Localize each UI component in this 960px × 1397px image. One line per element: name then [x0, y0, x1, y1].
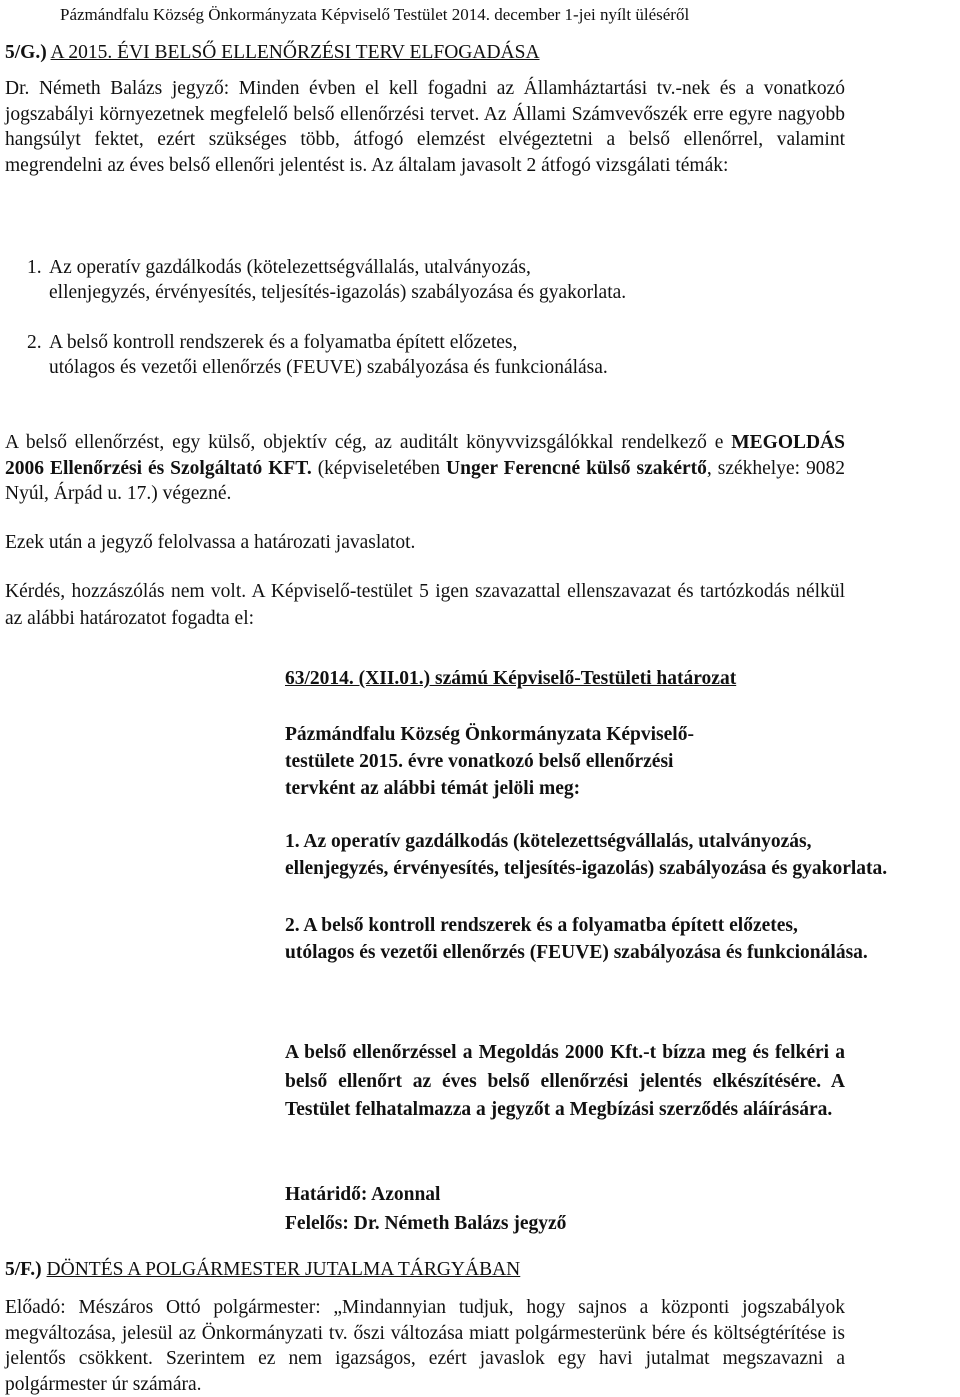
- resolution-deadline: Határidő: Azonnal: [285, 1184, 441, 1205]
- plan-item-1: [27, 255, 847, 305]
- resolution-item-1-line1: 1. Az operatív gazdálkodás (kötelezettségvállalás, utalványozás,: [285, 831, 812, 852]
- resolution-item-2-line1: 2. A belső kontroll rendszerek és a folyamatba épített előzetes,: [285, 915, 798, 936]
- resolution-item-1: [285, 828, 960, 882]
- resolution-intro: [285, 721, 845, 802]
- plan-item-1-line1: Az operatív gazdálkodás (kötelezettségvállalás, utalványozás,: [49, 257, 531, 278]
- resolution-item-2: [285, 912, 960, 966]
- section-f-text: Előadó: Mészáros Ottó polgármester: „Mindannyian tudjuk, hogy sajnos a központi jogszabályok megváltozása, jelesül az Önkormányzati tv. őszi változása miatt polgármesterünk bére és költségtérítése is jelentős csökkent. Szerintem ez nem igazságos, ezért javaslok egy havi jutalmat megszavazni a polgármester úr számára.: [5, 1297, 845, 1395]
- resolution-intro-line2: testülete 2015. évre vonatkozó belső ellenőrzési: [285, 751, 674, 772]
- section-g-intro: Dr. Németh Balázs jegyző: Minden évben el kell fogadni az Államháztartási tv.-nek és a vonatkozó jogszabályi környezetnek megfelelő belső ellenőrzési tervet. Az Állami Számvevőszék erre egyre nagyobb hangsúlyt fektet, ezért szükséges több, átfogó elemzést elvégeztetni a belső ellenőrrel, valamint megrendelni az éves belső ellenőri jelentést is. Az általam javasolt 2 átfogó vizsgálati témák:: [5, 78, 845, 176]
- section-g-heading: [5, 40, 845, 65]
- reading-paragraph: Ezek után a jegyző felolvassa a határozati javaslatot.: [5, 532, 416, 553]
- plan-item-2-number: 2.: [27, 332, 42, 353]
- audit-text-3: , székhelye: 9082 Nyúl, Árpád u. 17.) végezné.: [5, 457, 845, 504]
- vote-paragraph: Kérdés, hozzászólás nem volt. A Képviselő-testület 5 igen szavazattal ellenszavazat és tartózkodás nélkül az alábbi határozatot fogadta el:: [5, 581, 845, 629]
- resolution-intro-line1: Pázmándfalu Község Önkormányzata Képviselő-: [285, 724, 694, 745]
- audit-text-2: (képviseletében: [311, 457, 447, 479]
- audit-text-1: A belső ellenőrzést, egy külső, objektív cég, az auditált könyvvizsgálókkal rendelkező e: [5, 432, 724, 453]
- section-f-title: DÖNTÉS A POLGÁRMESTER JUTALMA TÁRGYÁBAN: [46, 1259, 521, 1280]
- plan-item-2: [27, 330, 847, 380]
- audit-company: MEGOLDÁS 2006 Ellenőrzési és Szolgáltató KFT.: [5, 432, 845, 479]
- plan-item-2-line2: utólagos és vezetői ellenőrzés (FEUVE) szabályozása és funkcionálása.: [49, 357, 608, 378]
- section-f-heading: [5, 1257, 845, 1282]
- audit-paragraph: [5, 430, 845, 507]
- page-header: Pázmándfalu Község Önkormányzata Képviselő Testület 2014. december 1-jei nyílt üléséről: [60, 5, 690, 24]
- resolution-item-1-line2: ellenjegyzés, érvényesítés, teljesítés-igazolás) szabályozása és gyakorlata.: [285, 858, 888, 879]
- resolution-intro-line3: tervként az alábbi témát jelöli meg:: [285, 778, 581, 799]
- plan-item-1-line2: ellenjegyzés, érvényesítés, teljesítés-igazolás) szabályozása és gyakorlata.: [49, 282, 627, 303]
- resolution-item-2-line2: utólagos és vezetői ellenőrzés (FEUVE) szabályozása és funkcionálása.: [285, 942, 868, 963]
- section-g-title: A 2015. ÉVI BELSŐ ELLENŐRZÉSI TERV ELFOGADÁSA: [50, 42, 540, 63]
- plan-item-2-line1: A belső kontroll rendszerek és a folyamatba épített előzetes,: [49, 332, 518, 353]
- resolution-commission: A belső ellenőrzéssel a Megoldás 2000 Kft.-t bízza meg és felkéri a belső ellenőrt az éves belső ellenőrzési jelentés elkészítésére. A Testület felhatalmazza a jegyzőt a Megbízási szerződés aláírására.: [285, 1042, 845, 1120]
- section-g-number: 5/G.): [5, 42, 47, 63]
- plan-item-1-number: 1.: [27, 257, 42, 278]
- section-f-number: 5/F.): [5, 1259, 42, 1280]
- audit-expert: Unger Ferencné külső szakértő: [446, 457, 707, 479]
- resolution-title: 63/2014. (XII.01.) számú Képviselő-Testületi határozat: [285, 668, 737, 689]
- resolution-responsible: Felelős: Dr. Németh Balázs jegyző: [285, 1213, 567, 1234]
